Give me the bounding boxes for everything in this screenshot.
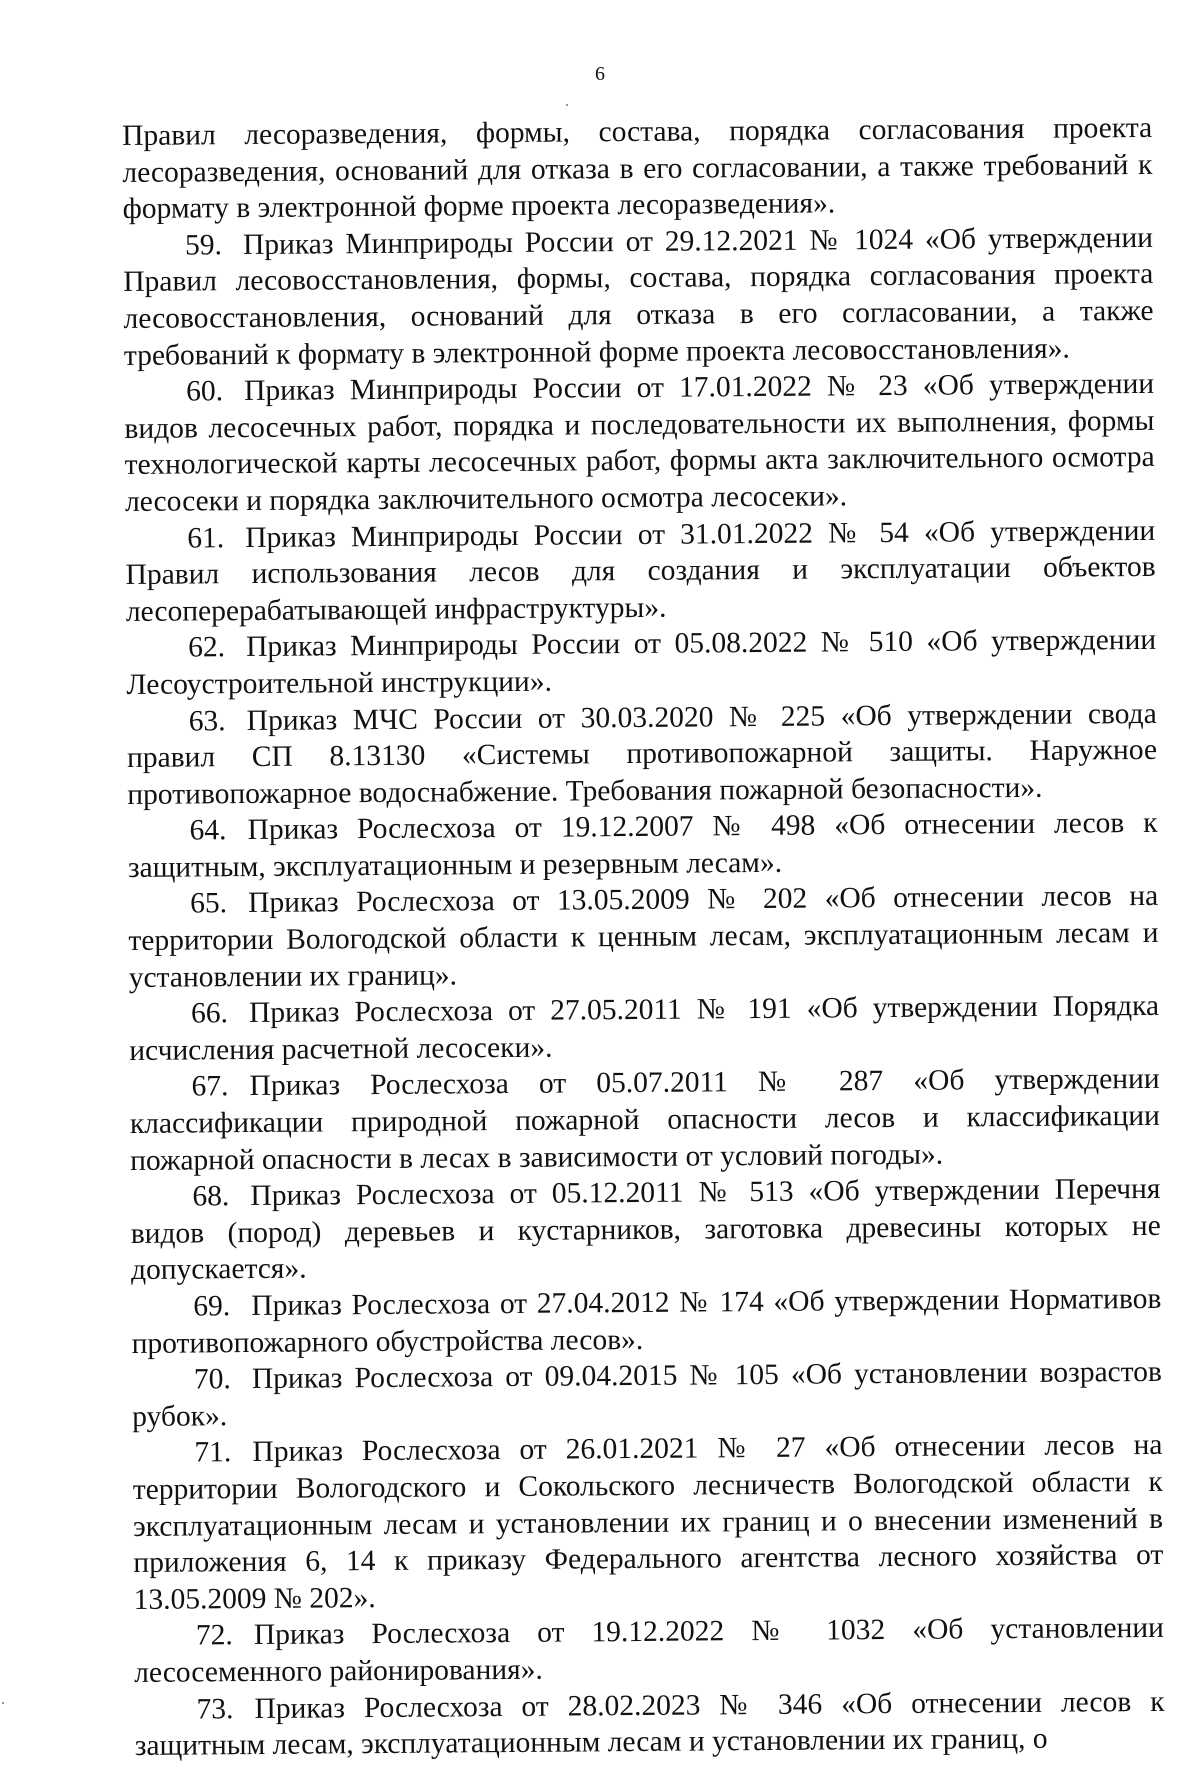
- list-item: [132, 1427, 1163, 1618]
- document-body: [122, 110, 1165, 1765]
- item-number: 64.: [189, 814, 227, 847]
- item-text: Приказ Рослесхоза от 13.05.2009 № 202 «Об отнесении лесов на территории Вологодской области к ценным лесам, эксплуатационным лесам и установлении их границ».: [128, 880, 1159, 994]
- list-item: [130, 1171, 1161, 1289]
- item-number: 67.: [191, 1070, 229, 1103]
- item-text: Приказ Рослесхоза от 05.07.2011 № 287 «Об утверждении классификации природной пожарной опасности лесов и классификации пожарной опасности в лесах в зависимости от условий погоды».: [129, 1063, 1160, 1177]
- item-text: Приказ Рослесхоза от 27.04.2012 № 174 «Об утверждении Нормативов противопожарного обустройства лесов».: [131, 1282, 1162, 1360]
- item-number: 60.: [186, 375, 224, 408]
- item-number: 68.: [192, 1180, 230, 1213]
- list-item: [127, 695, 1158, 813]
- item-text: Приказ Минприроды России от 05.08.2022 № 510 «Об утверждении Лесоустроительной инструкции».: [126, 624, 1157, 701]
- item-number: 72.: [195, 1619, 233, 1652]
- item-text: Приказ Рослесхоза от 27.05.2011 № 191 «Об утверждении Порядка исчисления расчетной лесосеки».: [129, 990, 1160, 1067]
- item-text: Приказ МЧС России от 30.03.2020 № 225 «Об утверждении свода правил СП 8.13130 «Системы противопожарной защиты. Наружное противопожарное водоснабжение. Требования пожарной безопасности».: [126, 697, 1158, 811]
- item-number: 65.: [190, 887, 228, 920]
- item-text: Приказ Минприроды России от 31.01.2022 № 54 «Об утверждении Правил использования лесов для создания и эксплуатации объектов лесоперерабатывающей инфраструктуры».: [125, 514, 1156, 628]
- list-item: [134, 1610, 1165, 1691]
- item-number: 71.: [194, 1436, 232, 1469]
- list-item: [127, 805, 1158, 886]
- item-number: 69.: [193, 1290, 231, 1323]
- list-item: [131, 1281, 1162, 1362]
- item-text: Приказ Рослесхоза от 05.12.2011 № 513 «Об утверждении Перечня видов (пород) деревьев и кустарников, заготовка древесины которых не допускается».: [130, 1173, 1161, 1287]
- list-item: [128, 878, 1159, 996]
- item-number: 62.: [188, 631, 226, 664]
- intro-paragraph: Правил лесоразведения, формы, состава, порядка согласования проекта лесоразведения, оснований для отказа в его согласовании, а также требований к формату в электронной форме проекта лесоразведения».: [122, 111, 1153, 226]
- item-text: Приказ Минприроды России от 17.01.2022 № 23 «Об утверждении видов лесосечных работ, порядка и последовательности их выполнения, формы технологической карты лесосечных работ, формы акта заключительного осмотра лесосеки и порядка заключительного осмотра лесосеки».: [124, 368, 1155, 518]
- list-item: [129, 988, 1160, 1069]
- list-item: [123, 220, 1154, 374]
- scan-speck: [566, 104, 568, 106]
- item-text: Приказ Рослесхоза от 19.12.2007 № 498 «Об отнесении лесов к защитным, эксплуатационным и резервным лесам».: [127, 807, 1158, 884]
- item-text: Приказ Рослесхоза от 26.01.2021 № 27 «Об отнесении лесов на территории Вологодского и Сокольского лесничеств Вологодской области к эксплуатационным лесам и установлении их границ и о внесении изменений в приложения 6, 14 к приказу Федерального агентства лесного хозяйства от 13.05.2009 № 202».: [132, 1429, 1164, 1616]
- list-item: [132, 1354, 1163, 1435]
- item-number: 73.: [196, 1692, 234, 1725]
- item-number: 61.: [187, 521, 225, 555]
- item-number: 66.: [190, 997, 229, 1030]
- item-text: Приказ Рослесхоза от 19.12.2022 № 1032 «Об установлении лесосеменного районирования».: [134, 1612, 1165, 1689]
- item-text: Приказ Минприроды России от 29.12.2021 № 1024 «Об утверждении Правил лесовосстановления, формы, состава, порядка согласования проекта лесовосстановления, оснований для отказа в его согласовании, а также требований к формату в электронной форме проекта лесовосстановления».: [123, 221, 1154, 372]
- item-text: Приказ Рослесхоза от 28.02.2023 № 346 «Об отнесении лесов к защитным лесам, эксплуатационным лесам и установлении их границ, о: [134, 1685, 1165, 1763]
- scan-speck: [2, 1702, 4, 1704]
- item-number: 70.: [193, 1363, 231, 1396]
- item-number: 63.: [188, 704, 226, 737]
- item-number: 59.: [184, 229, 223, 262]
- item-text: Приказ Рослесхоза от 09.04.2015 № 105 «Об установлении возрастов рубок».: [132, 1356, 1163, 1433]
- list-item: [126, 622, 1157, 703]
- list-item: [124, 366, 1155, 520]
- list-item: [134, 1683, 1165, 1764]
- list-item: [129, 1061, 1160, 1179]
- page-number: 6: [595, 63, 605, 85]
- list-item: [125, 512, 1156, 630]
